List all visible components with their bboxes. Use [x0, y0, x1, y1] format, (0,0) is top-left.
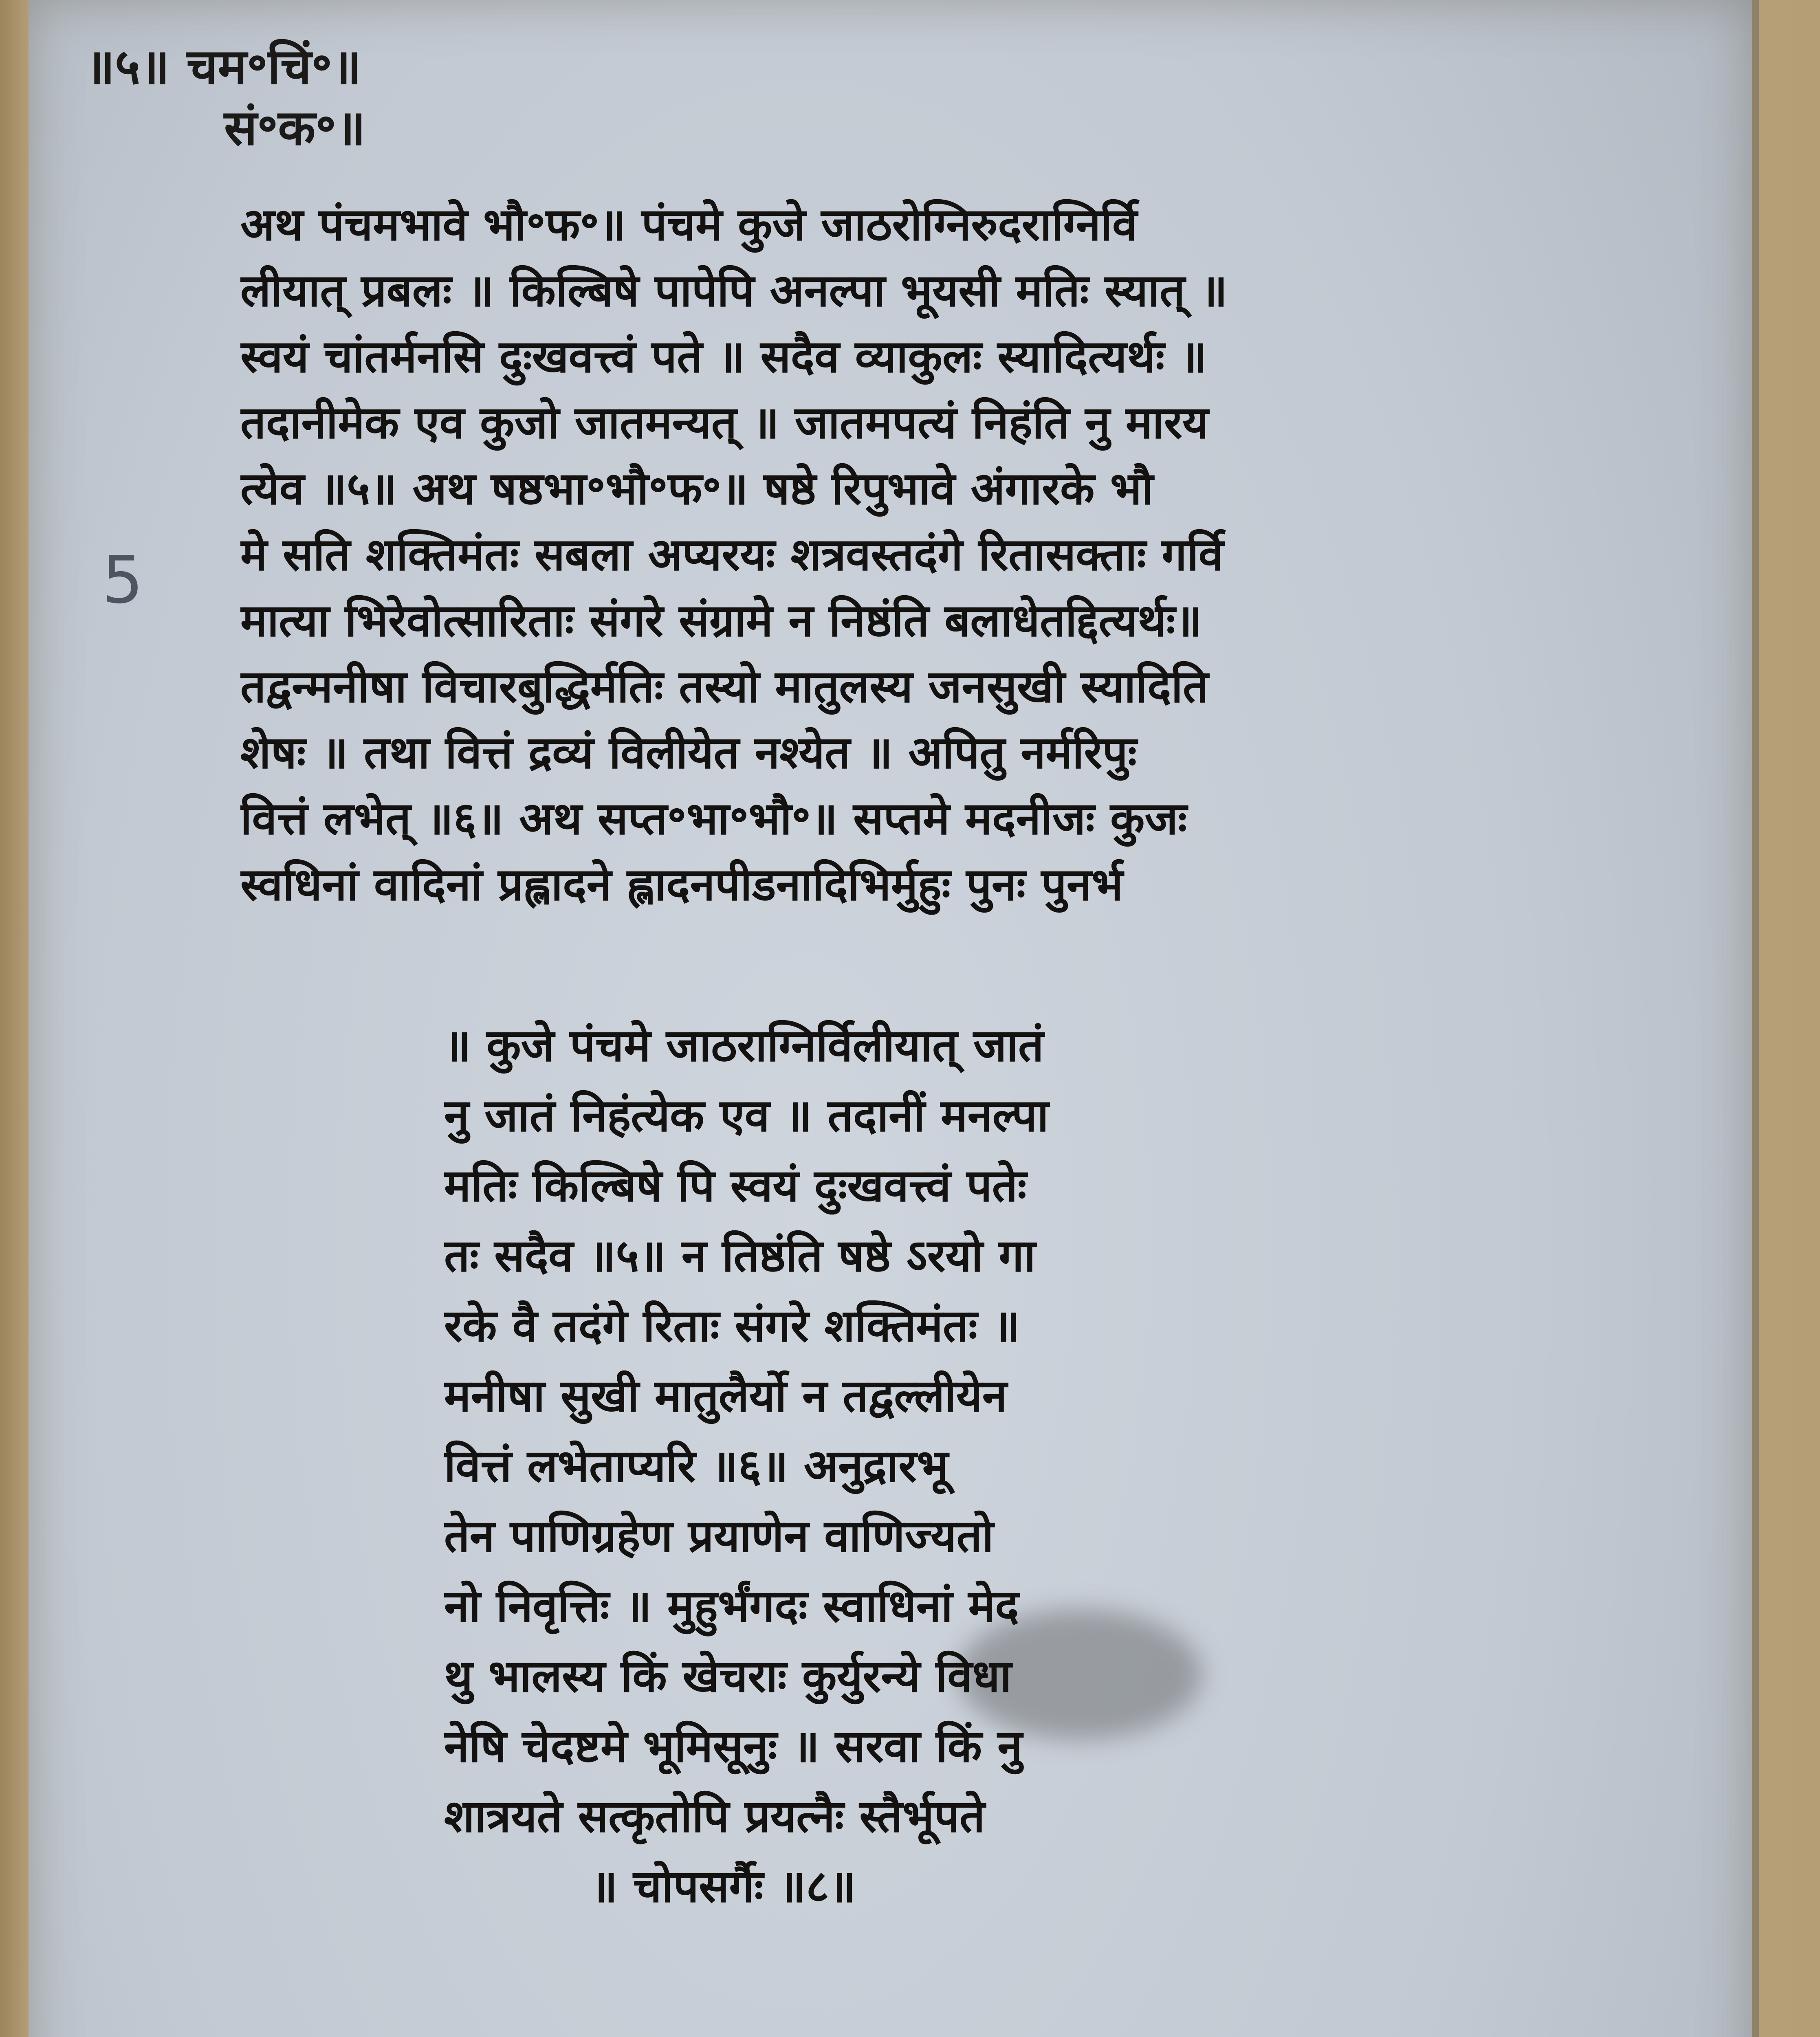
verse-line: नो निवृत्तिः ॥ मुहुर्भंगदः स्वाधिनां मेद: [444, 1580, 1019, 1632]
verse-line: ॥ कुजे पंचमे जाठराग्निर्विलीयात् जातं: [444, 1019, 1044, 1071]
text-line: तद्वन्मनीषा विचारबुद्धिर्मतिः तस्यो मातुलस्य जनसुखी स्यादिति: [240, 660, 1208, 713]
text-line: त्येव ॥५॥ अथ षष्ठभा॰भौ॰फ॰॥ षष्ठे रिपुभावे अंगारके भौ: [240, 462, 1153, 515]
verse-block: [444, 1010, 1483, 1921]
verse-line: मनीषा सुखी मातुलैर्यो न तद्वल्लीयेन: [444, 1370, 1007, 1422]
commentary-top: [240, 191, 1728, 917]
text-line: अथ पंचमभावे भौ॰फ॰॥ पंचमे कुजे जाठरोग्निरुदराग्निर्वि: [240, 198, 1138, 251]
verse-line: तः सदैव ॥५॥ न तिष्ठंति षष्ठे ऽरयो गा: [444, 1230, 1036, 1282]
text-line: स्वयं चांतर्मनसि दुःखवत्त्वं पते ॥ सदैव व्याकुलः स्यादित्यर्थः ॥: [240, 330, 1207, 383]
verse-line: वित्तं लभेताप्यरि ॥६॥ अनुद्रारभू: [444, 1440, 949, 1492]
text-line: मे सति शक्तिमंतः सबला अप्यरयः शत्रवस्तदंगे रितासक्ताः गर्वि: [240, 528, 1224, 581]
margin-number: 5: [102, 542, 143, 618]
text-line: शेषः ॥ तथा वित्तं द्रव्यं विलीयेत नश्येत ॥ अपितु नर्मरिपुः: [240, 726, 1137, 779]
text-line: मात्या भिरेवोत्सारिताः संगरे संग्रामे न निष्ठंति बलाधेतद्दित्यर्थः॥: [240, 594, 1202, 647]
verse-line: थु भालस्य किं खेचराः कुर्युरन्ये विधा: [444, 1650, 1012, 1702]
text-line: वित्तं लभेत् ॥६॥ अथ सप्त॰भा॰भौ॰॥ सप्तमे मदनीजः कुजः: [240, 792, 1187, 845]
verse-line: शात्रयते सत्कृतोपि प्रयत्नैः स्तैर्भूपते: [444, 1790, 985, 1842]
verse-line: नु जातं निहंत्येक एव ॥ तदानीं मनल्पा: [444, 1089, 1049, 1142]
folio-line-2: सं॰क॰॥: [224, 100, 366, 156]
verse-line: ॥ चोपसर्गैः ॥८॥: [591, 1860, 856, 1912]
verse-line: नेषि चेदष्टमे भूमिसूनुः ॥ सरवा किं नु: [444, 1720, 1023, 1772]
verse-line: तेन पाणिग्रहेण प्रयाणेन वाणिज्यतो: [444, 1510, 994, 1562]
verse-line: रके वै तदंगे रिताः संगरे शक्तिमंतः ॥: [444, 1300, 1020, 1352]
text-line: स्वधिनां वादिनां प्रह्लादने ह्लादनपीडनादिभिर्मुहुः पुनः पुनर्भ: [240, 858, 1123, 911]
text-line: तदानीमेक एव कुजो जातमन्यत् ॥ जातमपत्यं निहंति नु मारय: [240, 396, 1208, 449]
folio-line-1: ॥५॥ चम॰चिं॰॥: [86, 39, 362, 95]
folio-label: [86, 37, 452, 159]
verse-line: मतिः किल्बिषे पि स्वयं दुःखवत्त्वं पतेः: [444, 1159, 1027, 1212]
text-line: लीयात् प्रबलः ॥ किल्बिषे पापेपि अनल्पा भूयसी मतिः स्यात् ॥: [240, 264, 1228, 317]
